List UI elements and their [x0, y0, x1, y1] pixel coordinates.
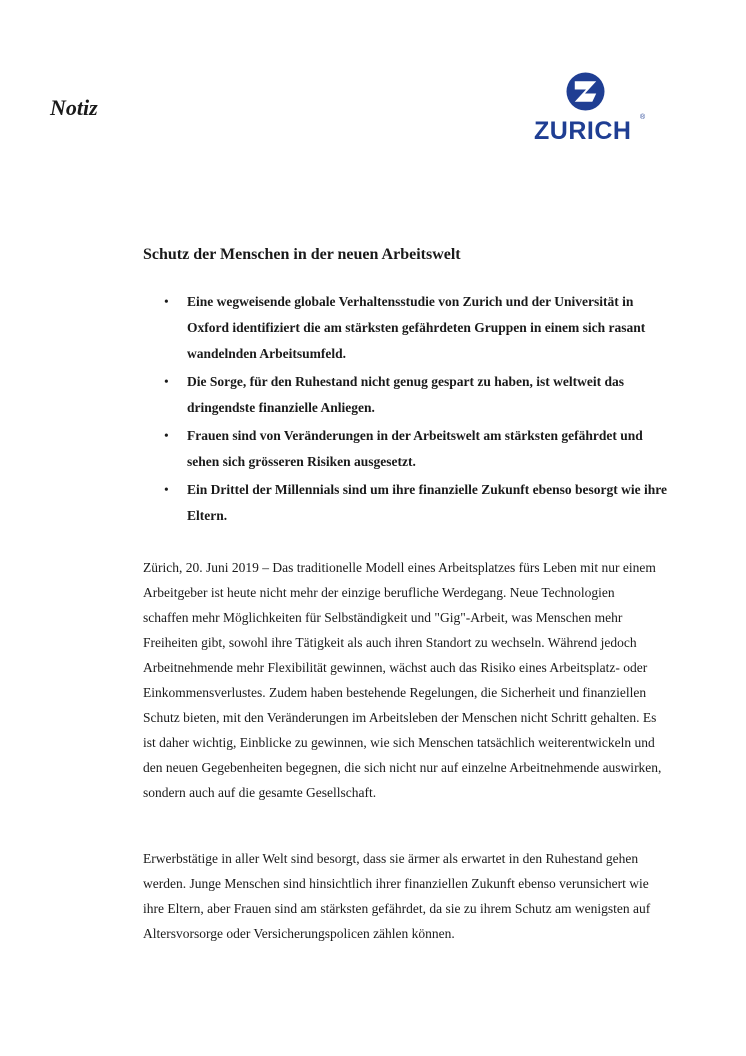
bullet-text: Eine wegweisende globale Verhaltensstudie von Zurich und der Universität in Oxford identifiziert die am stärksten gefährdeten Gruppen in einem sich rasant wandelnden Arbeitsumfeld. [187, 294, 646, 361]
body-paragraph: Erwerbstätige in aller Welt sind besorgt, dass sie ärmer als erwartet in den Ruhestand gehen werden. Junge Menschen sind hinsichtlich ihrer finanziellen Zukunft ebenso verunsichert wie ihre Eltern, aber Frauen sind am stärksten gefährdet, da sie zu ihrem Schutz am wenigsten auf Altersvorsorge oder Versicherungspolicen zählen können. [143, 851, 651, 941]
page-title: Schutz der Menschen in der neuen Arbeitswelt [143, 246, 461, 263]
bullet-dot-icon: • [164, 428, 169, 443]
bullet-text: Ein Drittel der Millennials sind um ihre finanzielle Zukunft ebenso besorgt wie ihre Eltern. [187, 482, 668, 523]
list-item [143, 423, 673, 475]
body-paragraph: Zürich, 20. Juni 2019 – Das traditionelle Modell eines Arbeitsplatzes fürs Leben mit nur einem Arbeitgeber ist heute nicht mehr der einzige berufliche Werdegang. Neue Technologien schaffen mehr Möglichkeiten für Selbständigkeit und "Gig"-Arbeit, was Menschen mehr Freiheiten gibt, sowohl ihre Tätigkeit als auch ihren Standort zu wechseln. Während jedoch Arbeitnehmende mehr Flexibilität gewinnen, wächst auch das Risiko eines Arbeitsplatz- oder Einkommensverlustes. Zudem haben bestehende Regelungen, die Sicherheit und finanziellen Schutz bieten, mit den Veränderungen im Arbeitsleben der Menschen nicht Schritt gehalten. Es ist daher wichtig, Einblicke zu gewinnen, wie sich Menschen tatsächlich weiterentwickeln und den neuen Gegebenheiten begegnen, die sich nicht nur auf einzelne Arbeitnehmende auswirken, sondern auch auf die gesamte Gesellschaft. [143, 560, 662, 800]
list-item [143, 369, 673, 421]
list-item [143, 289, 673, 367]
bullet-text: Frauen sind von Veränderungen in der Arbeitswelt am stärksten gefährdet und sehen sich grösseren Risiken ausgesetzt. [187, 428, 643, 469]
key-points-list [143, 289, 673, 531]
zurich-logo [534, 72, 650, 146]
bullet-dot-icon: • [164, 482, 169, 497]
registered-mark: ® [640, 114, 646, 121]
document-type-label: Notiz [50, 95, 98, 120]
bullet-text: Die Sorge, für den Ruhestand nicht genug gespart zu haben, ist weltweit das dringendste finanzielle Anliegen. [187, 374, 625, 415]
logo-wordmark: ZURICH [534, 117, 632, 145]
list-item [143, 477, 673, 529]
bullet-dot-icon: • [164, 294, 169, 309]
bullet-dot-icon: • [164, 374, 169, 389]
zurich-z-logo-icon [566, 72, 605, 111]
